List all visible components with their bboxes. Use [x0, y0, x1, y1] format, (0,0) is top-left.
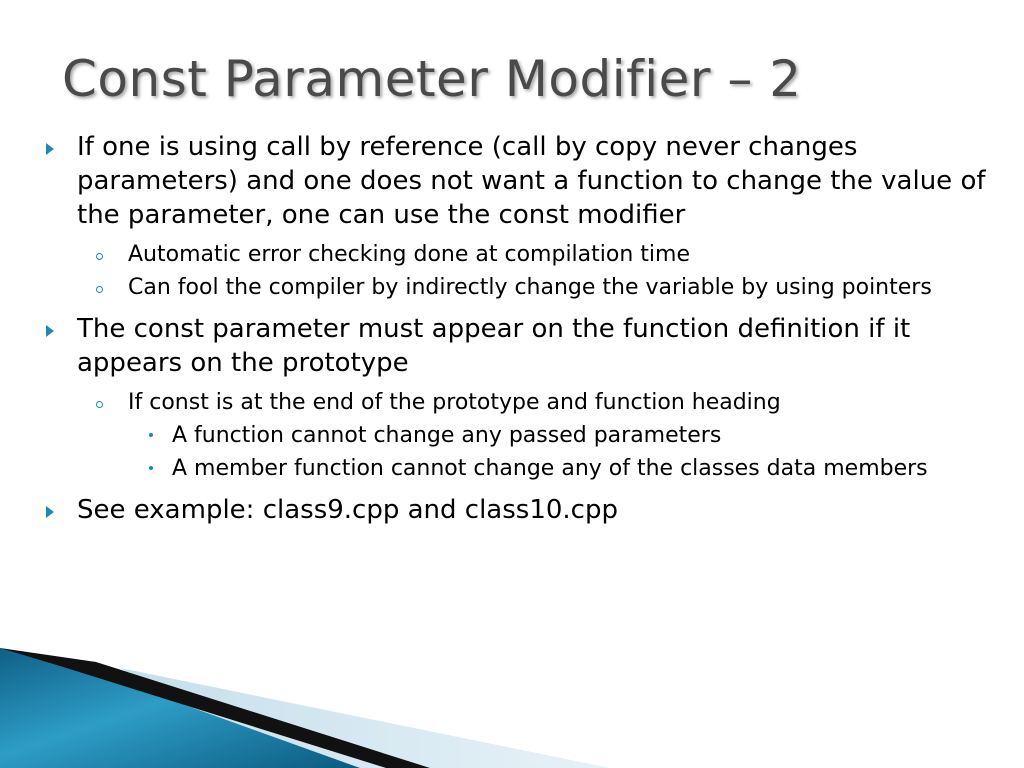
- bullet-2-1-1-text: A function cannot change any passed parameters: [172, 423, 722, 448]
- bullet-3-text: See example: class9.cpp and class10.cpp: [77, 495, 618, 525]
- bullet-2-1-text: If const is at the end of the prototype and function heading: [128, 390, 781, 415]
- bullet-1-text: If one is using call by reference (call by copy never changes parameters) and one does not want a function to change the value of the parameter, one can use the const modifier: [77, 132, 986, 230]
- bullet-1-2-text: Can fool the compiler by indirectly change the variable by using pointers: [128, 275, 932, 300]
- bullet-2-text: The const parameter must appear on the function definition if it appears on the prototype: [77, 314, 911, 378]
- slide-title: Const Parameter Modifier – 2: [62, 50, 802, 108]
- bullet-1-1-text: Automatic error checking done at compilation time: [128, 242, 690, 267]
- bullet-2-1-2-text: A member function cannot change any of the classes data members: [172, 456, 928, 481]
